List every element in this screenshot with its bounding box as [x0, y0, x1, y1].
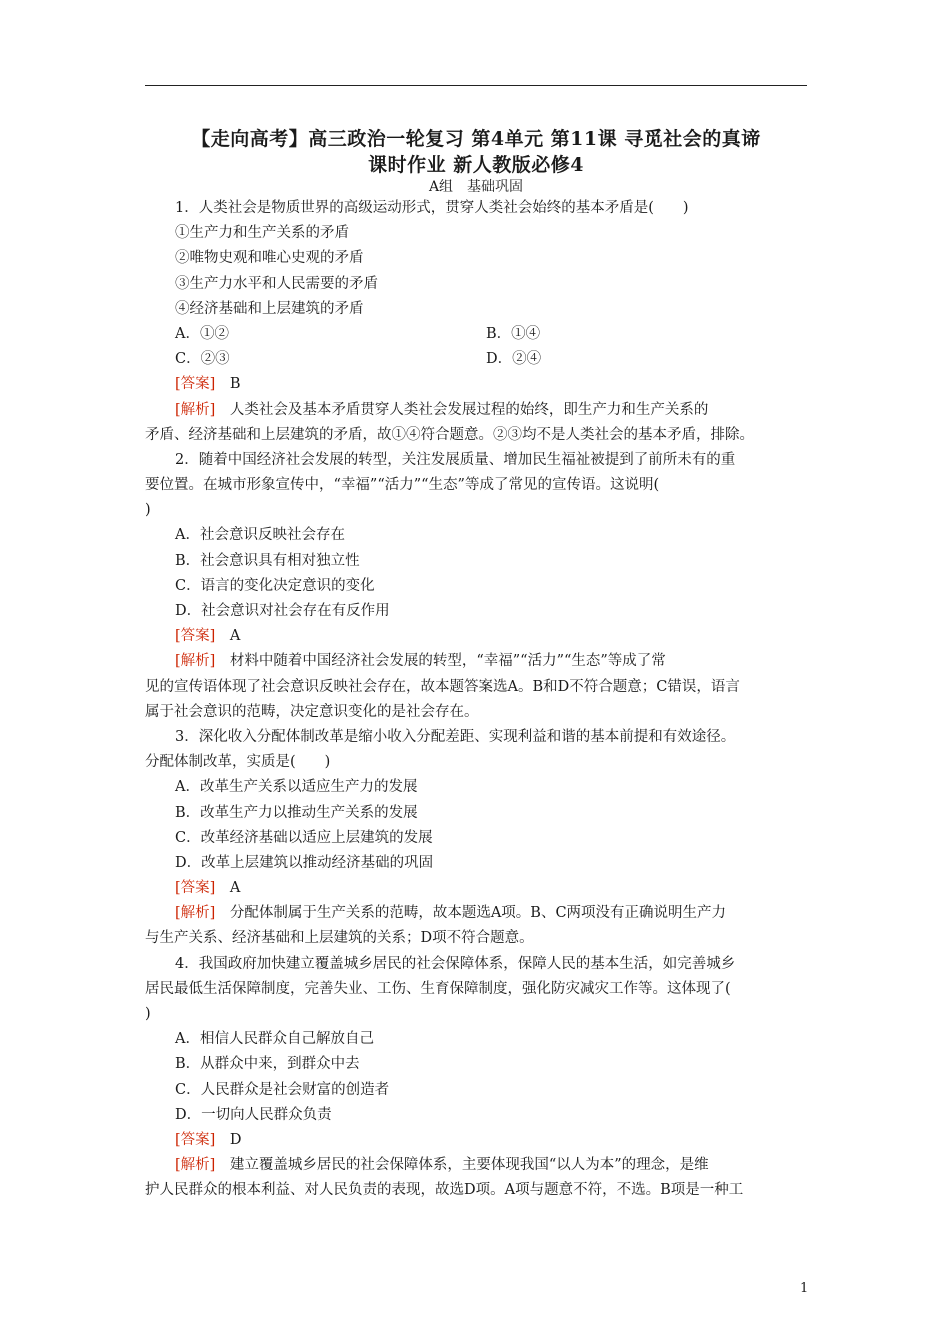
analysis-text: 材料中随着中国经济社会发展的转型，“幸福”“活力”“生态”等成了常 — [229, 653, 666, 670]
q2-stem-line-2: 要位置。在城市形象宣传中，“幸福”“活力”“生态”等成了常见的宣传语。这说明( — [145, 477, 660, 494]
analysis-tag: [解析] — [175, 905, 216, 922]
q3-stem-line-2: 分配体制改革，实质是( ) — [145, 754, 331, 771]
q2-stem-line-3: ) — [145, 502, 151, 519]
q4-analysis-line-1 — [145, 1153, 807, 1178]
answer-tag: [答案] — [175, 376, 216, 393]
q3-option-a: A．改革生产关系以适应生产力的发展 — [175, 779, 418, 796]
q1-option-a: A．①② — [175, 325, 229, 342]
answer-value: D — [229, 1131, 242, 1148]
q1-analysis-line-2: 矛盾、经济基础和上层建筑的矛盾，故①④符合题意。②③均不是人类社会的基本矛盾，排除。 — [145, 426, 754, 443]
q1-option-b: B．①④ — [486, 325, 541, 342]
q2-answer — [145, 624, 807, 649]
q3-option-c: C．改革经济基础以适应上层建筑的发展 — [175, 829, 433, 846]
q1-options-row-1 — [145, 322, 807, 347]
q3-option-b: B．改革生产力以推动生产关系的发展 — [175, 804, 418, 821]
q2-option-d: D．社会意识对社会存在有反作用 — [175, 603, 390, 619]
q4-option-d: D．一切向人民群众负责 — [175, 1106, 332, 1123]
q1-options-row-2 — [145, 347, 807, 372]
q1-item-2: ②唯物史观和唯心史观的矛盾 — [175, 250, 364, 267]
answer-value: A — [229, 628, 241, 645]
section-heading: A组 基础巩固 — [428, 179, 524, 195]
q2-analysis-line-3: 属于社会意识的范畴，决定意识变化的是社会存在。 — [145, 703, 479, 720]
q4-answer — [145, 1128, 807, 1153]
q2-stem-line-1: 2．随着中国经济社会发展的转型，关注发展质量、增加民生福祉被提到了前所未有的重 — [175, 451, 736, 468]
doc-title-line1: 【走向高考】高三政治一轮复习 第4单元 第11课 寻觅社会的真谛 — [191, 128, 761, 150]
header-rule — [145, 85, 807, 86]
q1-item-3: ③生产力水平和人民需要的矛盾 — [175, 275, 378, 292]
q4-stem-line-1: 4．我国政府加快建立覆盖城乡居民的社会保障体系，保障人民的基本生活，如完善城乡 — [175, 955, 736, 972]
q3-stem-line-1: 3．深化收入分配体制改革是缩小收入分配差距、实现利益和谐的基本前提和有效途径。 — [175, 728, 736, 745]
analysis-tag: [解析] — [175, 401, 216, 418]
q1-option-c: C．②③ — [175, 351, 230, 368]
q2-analysis-line-1 — [145, 649, 807, 674]
q4-option-a: A．相信人民群众自己解放自己 — [175, 1031, 374, 1048]
analysis-tag: [解析] — [175, 653, 216, 670]
answer-tag: [答案] — [175, 628, 216, 645]
q1-option-d: D．②④ — [486, 351, 542, 368]
q2-option-a: A．社会意识反映社会存在 — [175, 527, 345, 544]
q2-analysis-line-2: 见的宣传语体现了社会意识反映社会存在，故本题答案选A。B和D不符合题意；C错误，语言 — [145, 678, 740, 695]
q1-item-1: ①生产力和生产关系的矛盾 — [175, 225, 349, 242]
document-body — [145, 196, 807, 1204]
q3-analysis-line-1 — [145, 901, 807, 926]
answer-tag: [答案] — [175, 1131, 216, 1148]
q4-stem-line-3: ) — [145, 1006, 151, 1022]
doc-title-line2: 课时作业 新人教版必修4 — [368, 154, 584, 176]
q4-option-c: C．人民群众是社会财富的创造者 — [175, 1081, 390, 1098]
answer-value: B — [229, 376, 241, 393]
q2-option-b: B．社会意识具有相对独立性 — [175, 552, 360, 569]
analysis-tag: [解析] — [175, 1157, 216, 1174]
q4-option-b: B．从群众中来，到群众中去 — [175, 1056, 360, 1073]
q1-analysis-line-1 — [145, 398, 807, 423]
page-number: 1 — [800, 1281, 809, 1296]
analysis-text: 建立覆盖城乡居民的社会保障体系，主要体现我国“以人为本”的理念，是维 — [229, 1157, 709, 1174]
q3-option-d: D．改革上层建筑以推动经济基础的巩固 — [175, 854, 434, 871]
answer-value: A — [229, 880, 241, 897]
q1-stem: 1．人类社会是物质世界的高级运动形式，贯穿人类社会始终的基本矛盾是( ) — [175, 200, 689, 216]
q3-analysis-line-2: 与生产关系、经济基础和上层建筑的关系；D项不符合题意。 — [145, 930, 534, 947]
q1-item-4: ④经济基础和上层建筑的矛盾 — [175, 300, 364, 317]
answer-tag: [答案] — [175, 880, 216, 897]
q1-answer — [145, 372, 807, 397]
q3-answer — [145, 876, 807, 901]
q2-option-c: C．语言的变化决定意识的变化 — [175, 577, 375, 594]
q4-stem-line-2: 居民最低生活保障制度，完善失业、工伤、生育保障制度，强化防灾减灾工作等。这体现了( — [145, 980, 731, 997]
analysis-text: 人类社会及基本矛盾贯穿人类社会发展过程的始终，即生产力和生产关系的 — [229, 401, 709, 418]
q4-analysis-line-2: 护人民群众的根本利益、对人民负责的表现，故选D项。A项与题意不符，不选。B项是一种工 — [145, 1182, 744, 1199]
analysis-text: 分配体制属于生产关系的范畴，故本题选A项。B、C两项没有正确说明生产力 — [229, 905, 727, 922]
